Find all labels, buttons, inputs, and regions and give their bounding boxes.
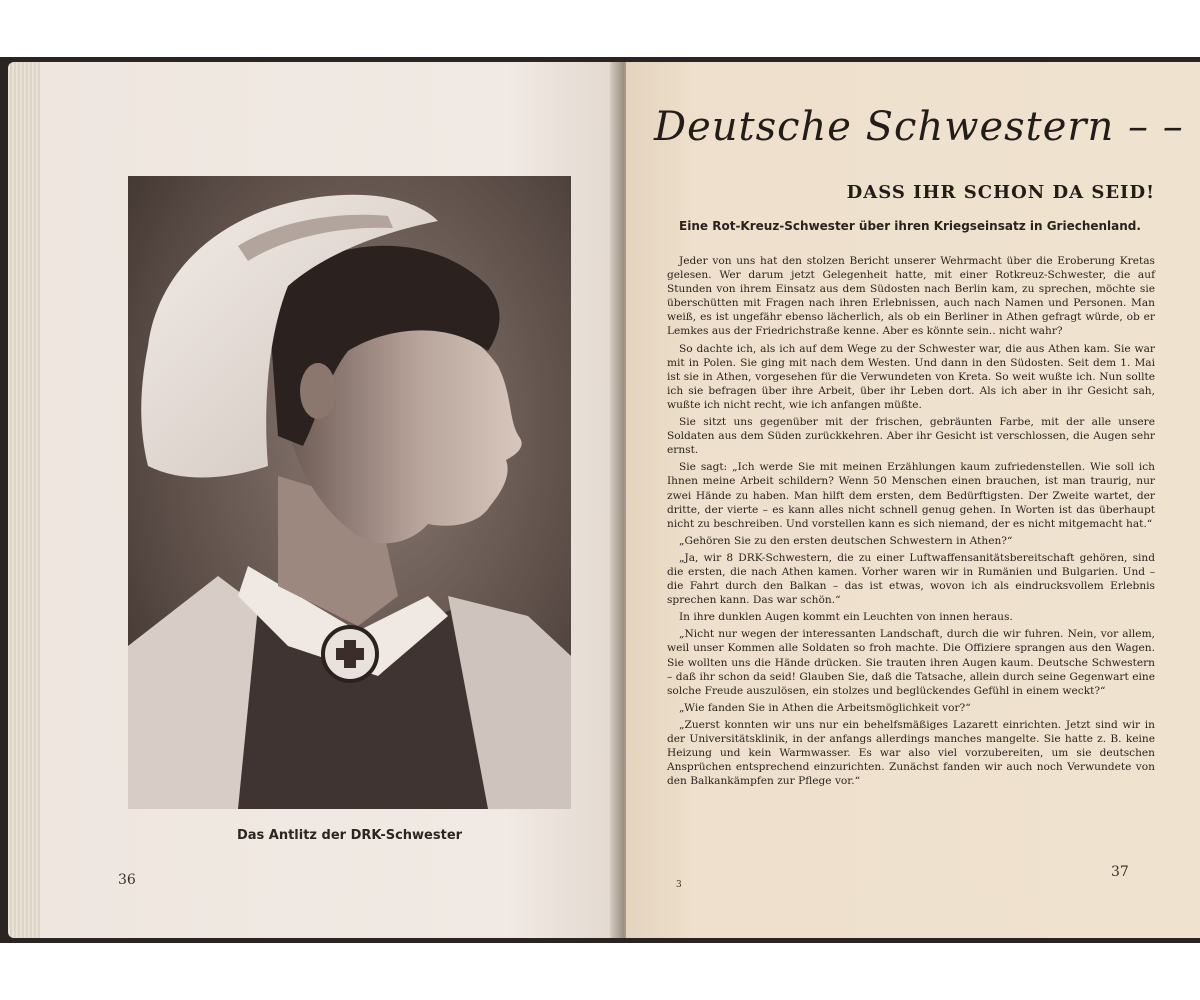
- article-body: [667, 254, 1155, 791]
- page-number-left: 36: [118, 872, 136, 888]
- article-headline: Deutsche Schwestern – –: [654, 104, 1184, 150]
- paragraph: „Wie fanden Sie in Athen die Arbeitsmöglichkeit vor?“: [679, 701, 971, 714]
- paragraph: „Nicht nur wegen der interessanten Landschaft, durch die wir fuhren. Nein, vor allem, weil unser Kommen alle Soldaten so froh machte. Die Offiziere sprangen aus den Wagen. Sie wollten uns die Hände drücken. Sie trauten ihren Augen kaum. Deutsche Schwestern – daß ihr schon da seid! Glauben Sie, daß die Tatsache, allein durch seine Gegenwart eine solche Freude auszulösen, ein stolzes und beglückendes Gefühl in einem weckt?“: [667, 628, 1155, 697]
- paragraph: In ihre dunklen Augen kommt ein Leuchten von innen heraus.: [679, 611, 1013, 624]
- paragraph: Sie sitzt uns gegenüber mit der frischen, gebräunten Farbe, mit der alle unsere Soldaten aus dem Süden zurückkehren. Aber ihr Gesicht ist verschlossen, die Augen sehr ernst.: [667, 416, 1155, 457]
- article-lead: Eine Rot-Kreuz-Schwester über ihren Kriegseinsatz in Griechenland.: [679, 219, 1141, 233]
- paragraph: Sie sagt: „Ich werde Sie mit meinen Erzählungen kaum zufriedenstellen. Wie soll ich Ihnen meine Arbeit schildern? Wenn 50 Menschen einen brauchen, ist man traurig, nur zwei Hände zu haben. Man hilft dem ersten, dem Bedürftigsten. Der Zweite wartet, der dritte, der vierte – es kann alles nicht schnell genug gehen. In Worten ist das überhaupt nicht zu beschreiben. Und vorstellen kann es sich niemand, der es nicht mitgemacht hat.“: [667, 461, 1155, 530]
- signature-mark: 3: [676, 880, 682, 890]
- paragraph: Jeder von uns hat den stolzen Bericht unserer Wehrmacht über die Eroberung Kretas gelesen. Wer darum jetzt Gelegenheit hatte, mit einer Rotkreuz-Schwester, die auf Stunden von ihrem Einsatz aus dem Südosten nach Berlin kam, zu sprechen, möchte sie überschütten mit Fragen nach ihren Erlebnissen, auch nach Namen und Personen. Man weiß, es ist ungefähr ebenso lächerlich, als ob ein Berliner in Athen gefragt würde, ob er Lemkes aus der Friedrichstraße kenne. Aber es könnte sein.. nicht wahr?: [667, 255, 1155, 338]
- paragraph: „Ja, wir 8 DRK-Schwestern, die zu einer Luftwaffensanitätsbereitschaft gehören, sind die ersten, die nach Athen kamen. Vorher waren wir in Rumänien und Bulgarien. Und – die Fahrt durch den Balkan – das ist etwas, wovon ich als eindrucksvollem Erlebnis sprechen kann. Das war schön.“: [667, 551, 1155, 607]
- article-subheadline: DASS IHR SCHON DA SEID!: [846, 182, 1155, 203]
- paragraph: So dachte ich, als ich auf dem Wege zu der Schwester war, die aus Athen kam. Sie war mit in Polen. Sie ging mit nach dem Westen. Und dann in den Südosten. Seit dem 1. Mai ist sie in Athen, vorgesehen für die Verwundeten von Kreta. So weit wußte ich. Nun sollte ich sie befragen über ihre Arbeit, über ihr Leben dort. Als ich aber in ihr Gesicht sah, wußte ich nicht recht, wie ich anfangen müßte.: [667, 342, 1155, 411]
- page-number-right: 37: [1111, 864, 1129, 880]
- portrait-photo: [128, 176, 571, 809]
- paragraph: „Zuerst konnten wir uns nur ein behelfsmäßiges Lazarett einrichten. Jetzt sind wir in der Universitätsklinik, in der anfangs allerdings manches mangelte. Sie hatte z. B. keine Heizung und kein Warmwasser. Es war also viel vorzubereiten, um sie deutschen Ansprüchen entsprechend einzurichten. Zunächst fanden wir auch noch Verwundete von den Balkankämpfen zur Pflege vor.“: [667, 718, 1155, 788]
- paragraph: „Gehören Sie zu den ersten deutschen Schwestern in Athen?“: [679, 534, 1013, 547]
- photo-caption: Das Antlitz der DRK-Schwester: [236, 828, 463, 843]
